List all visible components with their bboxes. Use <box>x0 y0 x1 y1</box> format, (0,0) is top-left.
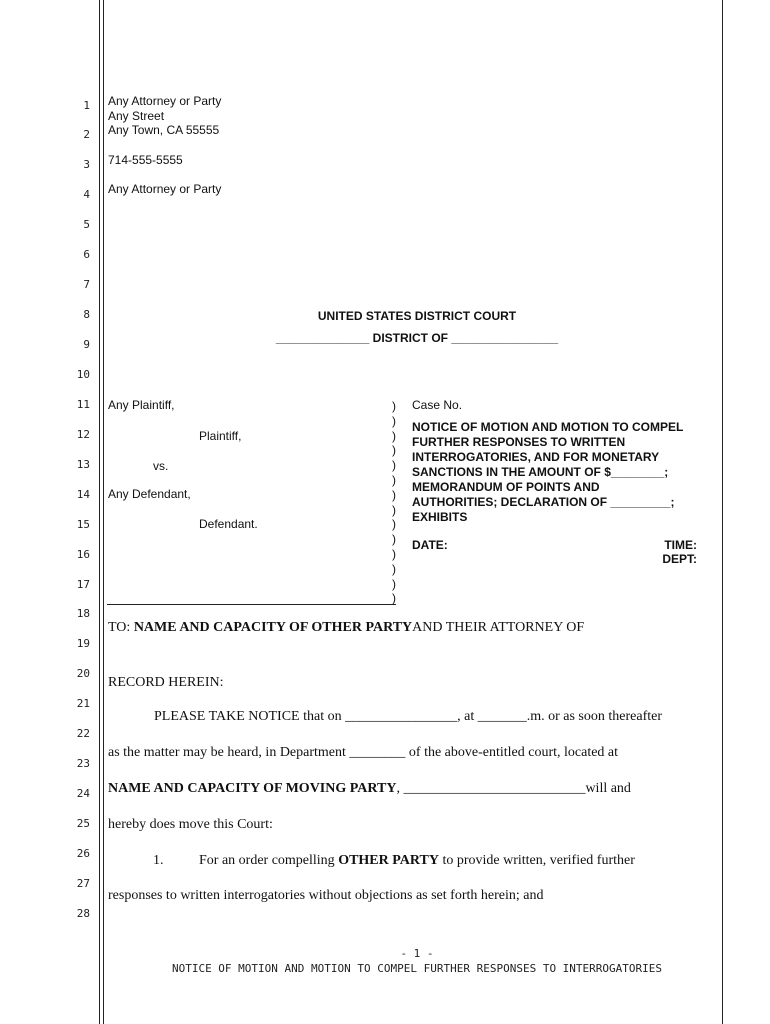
line-number: 19 <box>76 637 90 650</box>
line-number: 24 <box>76 787 90 800</box>
item-1-prefix: For an order compelling <box>199 853 339 868</box>
to-prefix: TO: <box>108 620 134 635</box>
caption-paren-column: ) ) ) ) ) ) ) ) ) ) ) ) ) ) <box>392 399 396 606</box>
court-title: UNITED STATES DISTRICT COURT <box>317 309 517 323</box>
record-line: RECORD HEREIN: <box>108 675 224 690</box>
line-number: 22 <box>76 727 90 740</box>
line-number: 20 <box>76 667 90 680</box>
attorney-for: Any Attorney or Party <box>108 182 222 196</box>
item-1-party: OTHER PARTY <box>338 853 439 868</box>
document-title-line: EXHIBITS <box>412 510 468 524</box>
page-number: - 1 - <box>400 947 434 960</box>
item-1-continuation: responses to written interrogatories without objections as set forth herein; and <box>108 888 544 903</box>
moving-party: NAME AND CAPACITY OF MOVING PARTY <box>108 781 397 796</box>
defendant-name: Any Defendant, <box>108 487 191 501</box>
line-number: 16 <box>76 548 90 561</box>
line-number: 17 <box>76 578 90 591</box>
notice-line: PLEASE TAKE NOTICE that on ________________, at _______.m. or as soon thereafter <box>154 709 662 724</box>
line-number: 9 <box>83 338 90 351</box>
defendant-role: Defendant. <box>199 517 258 531</box>
matter-line: as the matter may be heard, in Department ________ of the above-entitled court, located at <box>108 745 619 760</box>
line-number: 1 <box>83 99 90 112</box>
line-number: 15 <box>76 518 90 531</box>
line-number: 28 <box>76 907 90 920</box>
line-number: 27 <box>76 877 90 890</box>
line-number: 12 <box>76 428 90 441</box>
document-title-line: MEMORANDUM OF POINTS AND <box>412 480 600 494</box>
line-number: 5 <box>83 218 90 231</box>
line-number: 10 <box>76 368 90 381</box>
line-number: 2 <box>83 128 90 141</box>
line-number: 7 <box>83 278 90 291</box>
plaintiff-name: Any Plaintiff, <box>108 398 175 412</box>
to-suffix: AND THEIR ATTORNEY OF <box>412 620 585 635</box>
move-line: hereby does move this Court: <box>108 817 273 832</box>
case-number-label: Case No. <box>412 398 463 412</box>
document-title-line: FURTHER RESPONSES TO WRITTEN <box>412 435 626 449</box>
item-1-line <box>199 853 635 869</box>
plaintiff-role: Plaintiff, <box>199 429 242 443</box>
line-number: 6 <box>83 248 90 261</box>
left-margin-rule-outer <box>99 0 100 1024</box>
attorney-name: Any Attorney or Party <box>108 94 222 108</box>
to-line <box>108 620 584 636</box>
dept-label: DEPT: <box>662 552 697 566</box>
attorney-street: Any Street <box>108 109 165 123</box>
right-margin-rule <box>722 0 723 1024</box>
line-number: 3 <box>83 158 90 171</box>
item-1-number: 1. <box>153 853 164 868</box>
left-margin-rule-inner <box>103 0 104 1024</box>
to-party: NAME AND CAPACITY OF OTHER PARTY <box>133 620 413 635</box>
court-district: ______________ DISTRICT OF ________________ <box>275 331 559 345</box>
attorney-phone: 714-555-5555 <box>108 153 183 167</box>
date-label: DATE: <box>412 538 448 552</box>
line-number: 8 <box>83 308 90 321</box>
line-number: 25 <box>76 817 90 830</box>
attorney-city: Any Town, CA 55555 <box>108 123 220 137</box>
line-number: 4 <box>83 188 90 201</box>
document-title <box>412 420 683 525</box>
moving-party-line <box>108 781 631 797</box>
line-number: 23 <box>76 757 90 770</box>
versus: vs. <box>153 459 169 473</box>
time-label: TIME: <box>664 538 697 552</box>
footer-title: NOTICE OF MOTION AND MOTION TO COMPEL FURTHER RESPONSES TO INTERROGATORIES <box>171 962 663 975</box>
caption-underline <box>107 604 396 605</box>
line-number: 26 <box>76 847 90 860</box>
document-title-line: AUTHORITIES; DECLARATION OF _________; <box>412 495 675 509</box>
line-number: 21 <box>76 697 90 710</box>
moving-suffix: , __________________________will and <box>396 781 631 796</box>
line-number: 13 <box>76 458 90 471</box>
document-title-line: INTERROGATORIES, AND FOR MONETARY <box>412 450 660 464</box>
line-number: 18 <box>76 607 90 620</box>
document-title-line: NOTICE OF MOTION AND MOTION TO COMPEL <box>412 420 684 434</box>
line-number: 11 <box>76 398 90 411</box>
item-1-suffix: to provide written, verified further <box>438 853 635 868</box>
line-number: 14 <box>76 488 90 501</box>
document-title-line: SANCTIONS IN THE AMOUNT OF $________; <box>412 465 669 479</box>
